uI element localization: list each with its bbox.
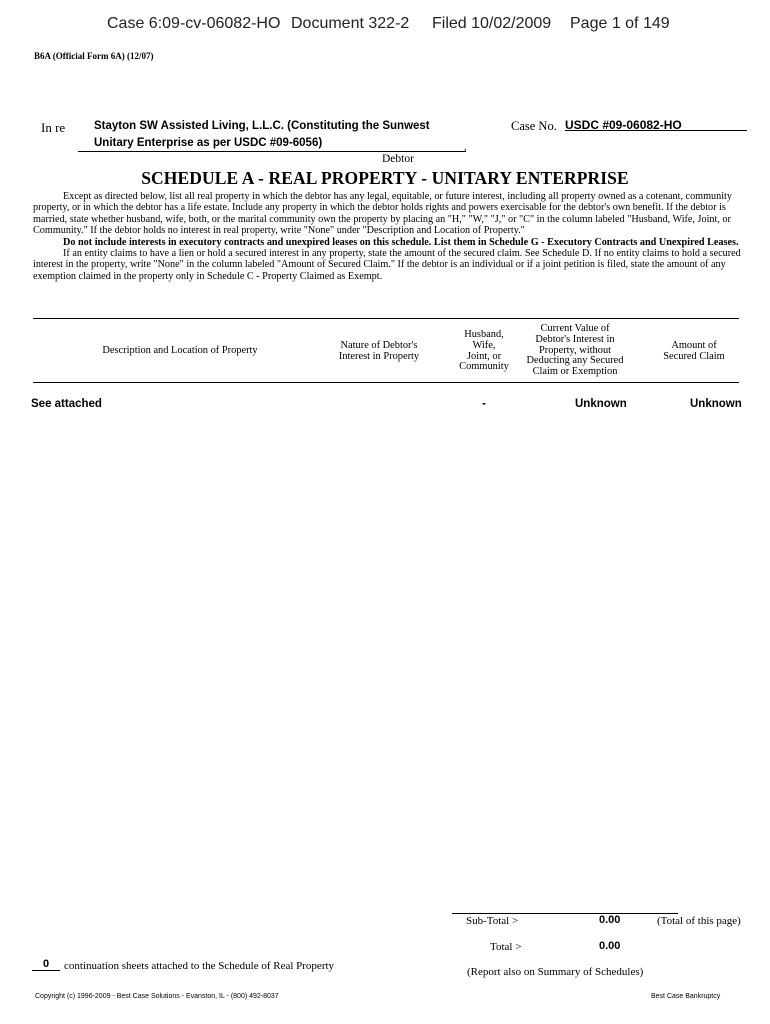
column-header-hwjc-line-1: Husband, [464, 329, 504, 340]
instructions-paragraph-3: If an entity claims to have a lien or hold a secured interest in any property, state the amount of the secured claim. See Schedule D. If no entity claims to hold a secured interest in the property, write "None" in the column labeled "Amount of Secured Claim." If the debtor is an individual or if a joint petition is filed, state the amount of any exemption claimed in the property only in Schedule C - Property Claimed as Exempt. [33, 248, 741, 282]
row-secured-claim: Unknown [690, 398, 742, 410]
debtor-name [94, 118, 466, 152]
debtor-label: Debtor [382, 153, 414, 165]
column-header-hwjc [452, 330, 516, 373]
column-header-hwjc-line-4: Community [459, 361, 509, 373]
table-header-bottom-rule [33, 382, 739, 383]
case-number-header: Case 6:09-cv-06082-HO [107, 15, 281, 32]
column-header-amount-line-2: Secured Claim [663, 350, 725, 362]
row-current-value: Unknown [575, 398, 627, 410]
footer-brand: Best Case Bankruptcy [651, 993, 721, 1000]
in-re-label: In re [41, 120, 66, 135]
table-top-rule [33, 318, 739, 319]
column-header-amount-line-1: Amount of [671, 340, 717, 351]
instructions-paragraph-1: Except as directed below, list all real property in which the debtor has any legal, equitable, or future interest, including all property owned as a cotenant, community property, or in which the debtor has a life estate. Include any property in which the debtor holds rights and powers exercisable for the debtor's own benefit. If the debtor is married, state whether husband, wife, both, or the marital community own the property by placing an "H," "W," "J," or "C" in the column labeled "Husband, Wife, Joint, or Community." If the debtor holds no interest in real property, write "None" under "Description and Location of Property." [33, 191, 732, 237]
column-header-nature-line-2: Interest in Property [338, 350, 420, 362]
ecf-header-banner [0, 15, 770, 39]
debtor-comma: , [464, 142, 467, 153]
case-no-value: USDC #09-06082-HO [565, 118, 682, 132]
total-label: Total > [490, 941, 522, 953]
case-no-label: Case No. [511, 119, 557, 133]
column-header-current-value [512, 324, 638, 378]
total-value: 0.00 [599, 940, 621, 952]
filed-date-header: Filed 10/02/2009 [432, 15, 552, 32]
report-note: (Report also on Summary of Schedules) [467, 966, 644, 978]
continuation-text: continuation sheets attached to the Schedule of Real Property [64, 960, 335, 972]
column-header-value-line-2: Debtor's Interest in [535, 333, 615, 345]
subtotal-rule [452, 913, 678, 914]
column-header-value-line-3: Property, without [538, 344, 612, 356]
debtor-name-line-1: Stayton SW Assisted Living, L.L.C. (Constituting the Sunwest [94, 120, 430, 132]
subtotal-value: 0.00 [599, 914, 621, 926]
column-header-value-line-1: Current Value of [540, 323, 610, 334]
column-header-nature-line-1: Nature of Debtor's [340, 340, 418, 351]
subtotal-label: Sub-Total > [466, 915, 519, 927]
continuation-count: 0 [42, 958, 50, 970]
column-header-description [70, 346, 290, 357]
debtor-underline [78, 151, 466, 152]
column-header-secured-claim [646, 341, 742, 363]
row-hwjc: - [482, 398, 486, 410]
case-no-underline [565, 130, 747, 131]
debtor-name-line-2: Unitary Enterprise as per USDC #09-6056) [94, 137, 323, 149]
schedule-title: SCHEDULE A - REAL PROPERTY - UNITARY ENTERPRISE [141, 168, 629, 188]
copyright-footer: Copyright (c) 1996-2009 - Best Case Solutions - Evanston, IL - (800) 492-8037 [35, 993, 279, 1000]
instructions-paragraph-2: Do not include interests in executory contracts and unexpired leases on this schedule. List them in Schedule G - Executory Contracts and Unexpired Leases. [63, 236, 739, 248]
continuation-underline [32, 970, 60, 971]
column-header-value-line-5: Claim or Exemption [532, 366, 618, 378]
column-header-hwjc-line-3: Joint, or [466, 350, 502, 362]
row-description: See attached [31, 398, 102, 410]
column-header-value-line-4: Deducting any Secured [526, 355, 624, 367]
column-header-nature [316, 341, 442, 363]
instructions [33, 191, 743, 282]
subtotal-note: (Total of this page) [657, 915, 741, 927]
page-count-header: Page 1 of 149 [570, 15, 670, 32]
column-header-hwjc-line-2: Wife, [472, 339, 496, 351]
column-header-description-text: Description and Location of Property [102, 345, 258, 356]
document-number-header: Document 322-2 [291, 15, 410, 32]
form-identifier: B6A (Official Form 6A) (12/07) [34, 51, 154, 61]
